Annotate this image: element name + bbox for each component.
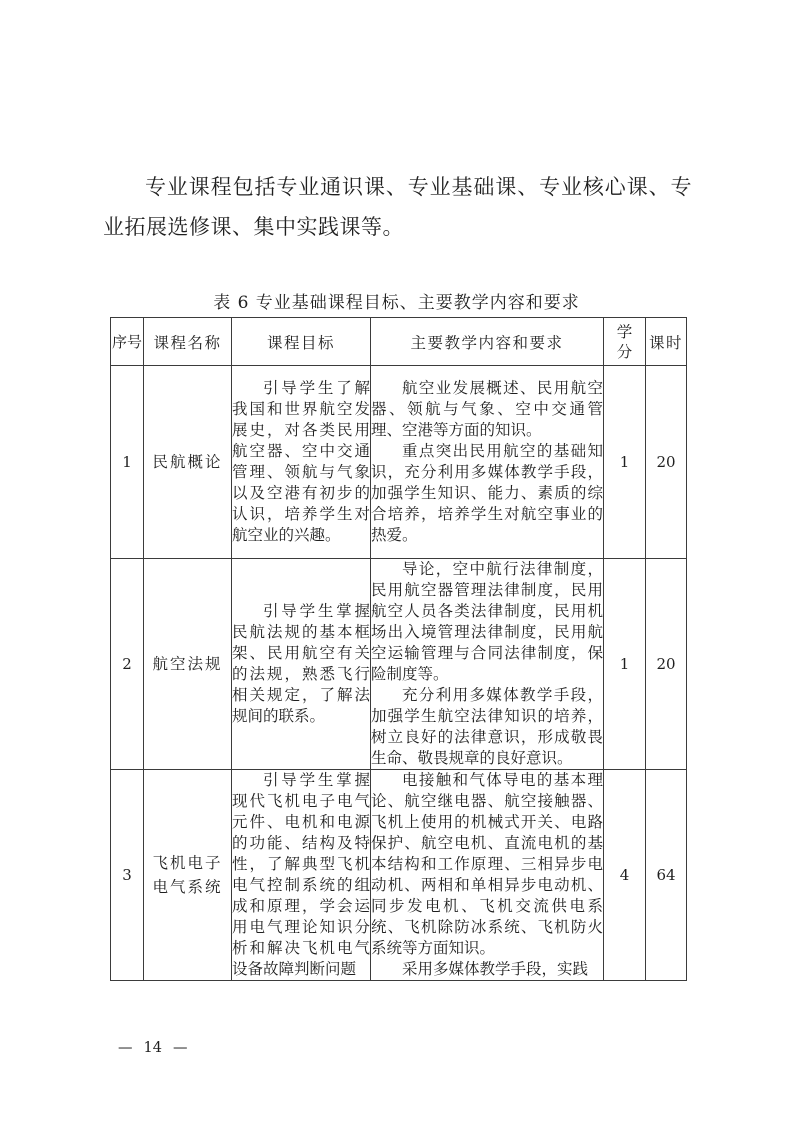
content-paragraph: 导论，空中航行法律制度，民用航空器管理法律制度，民用航空人员各类法律制度，民用机场出入境管理法律制度，民用航空运输管理与合同法律制度，保险制度等。: [371, 560, 603, 683]
objective-text: 引导学生了解我国和世界航空发展史，对各类民用航空器、空中交通管理、领航与气象以及空港有初步的认识，培养学生对航空业的兴趣。: [232, 379, 370, 544]
footer-dash-right: —: [172, 1040, 188, 1056]
course-objective: [232, 559, 371, 770]
course-hours: 64: [646, 770, 687, 981]
content-paragraph: 重点突出民用航空的基础知识，充分利用多媒体教学手段，加强学生知识、能力、素质的综合培养，培养学生对航空事业的热爱。: [371, 442, 603, 544]
content-paragraph: 充分利用多媒体教学手段，加强学生航空法律知识的培养，树立良好的法律意识，形成敬畏生命、敬畏规章的良好意识。: [371, 686, 603, 767]
content-paragraph: 航空业发展概述、民用航空器、领航与气象、空中交通管理、空港等方面的知识。: [371, 379, 603, 439]
table-row: [111, 770, 687, 981]
credits-header-label: 学分: [616, 322, 633, 361]
course-credits: 4: [604, 770, 646, 981]
row-index: 2: [111, 559, 144, 770]
column-header-course-name: 课程名称: [144, 318, 232, 366]
column-header-objective: 课程目标: [232, 318, 371, 366]
course-name: 航空法规: [144, 559, 232, 770]
course-hours: 20: [646, 366, 687, 559]
table-header-row: [111, 318, 687, 366]
column-header-content: 主要教学内容和要求: [371, 318, 604, 366]
column-header-index: 序号: [111, 318, 144, 366]
course-credits: 1: [604, 559, 646, 770]
intro-paragraph: 专业课程包括专业通识课、专业基础课、专业核心课、专业拓展选修课、集中实践课等。: [103, 175, 692, 239]
table-row: [111, 366, 687, 559]
course-hours: 20: [646, 559, 687, 770]
course-content: [371, 770, 604, 981]
course-name: 飞机电子电气系统: [144, 770, 232, 981]
table-row: [111, 559, 687, 770]
course-content: [371, 366, 604, 559]
course-content: [371, 559, 604, 770]
row-index: 1: [111, 366, 144, 559]
column-header-hours: 课时: [646, 318, 687, 366]
course-objective: [232, 366, 371, 559]
content-paragraph: 电接触和气体导电的基本理论、航空继电器、航空接触器、飞机上使用的机械式开关、电路保护、航空电机、直流电机的基本结构和工作原理、三相异步电动机、两相和单相异步电动机、同步发电机、飞机交流供电系统、飞机除防冰系统、飞机防火系统等方面知识。: [371, 771, 603, 957]
footer-dash-left: —: [118, 1040, 133, 1056]
objective-text: 引导学生掌握民航法规的基本框架、民用航空有关的法规，熟悉飞行相关规定，了解法规间的联系。: [232, 602, 370, 725]
objective-text: 引导学生掌握现代飞机电子电气元件、电机和电源的功能、结构及特性，了解典型飞机电气控制系统的组成和原理，学会运用电气理论知识分析和解决飞机电气设备故障判断问题: [232, 771, 370, 978]
content-paragraph: 采用多媒体教学手段，实践: [402, 960, 589, 978]
course-name: 民航概论: [144, 366, 232, 559]
page-footer: [118, 1040, 187, 1056]
column-header-credits: [604, 318, 646, 366]
row-index: 3: [111, 770, 144, 981]
course-table: [110, 317, 687, 981]
table-title: 表 6 专业基础课程目标、主要教学内容和要求: [213, 293, 580, 313]
course-objective: [232, 770, 371, 981]
course-credits: 1: [604, 366, 646, 559]
page-number: 14: [143, 1040, 162, 1056]
